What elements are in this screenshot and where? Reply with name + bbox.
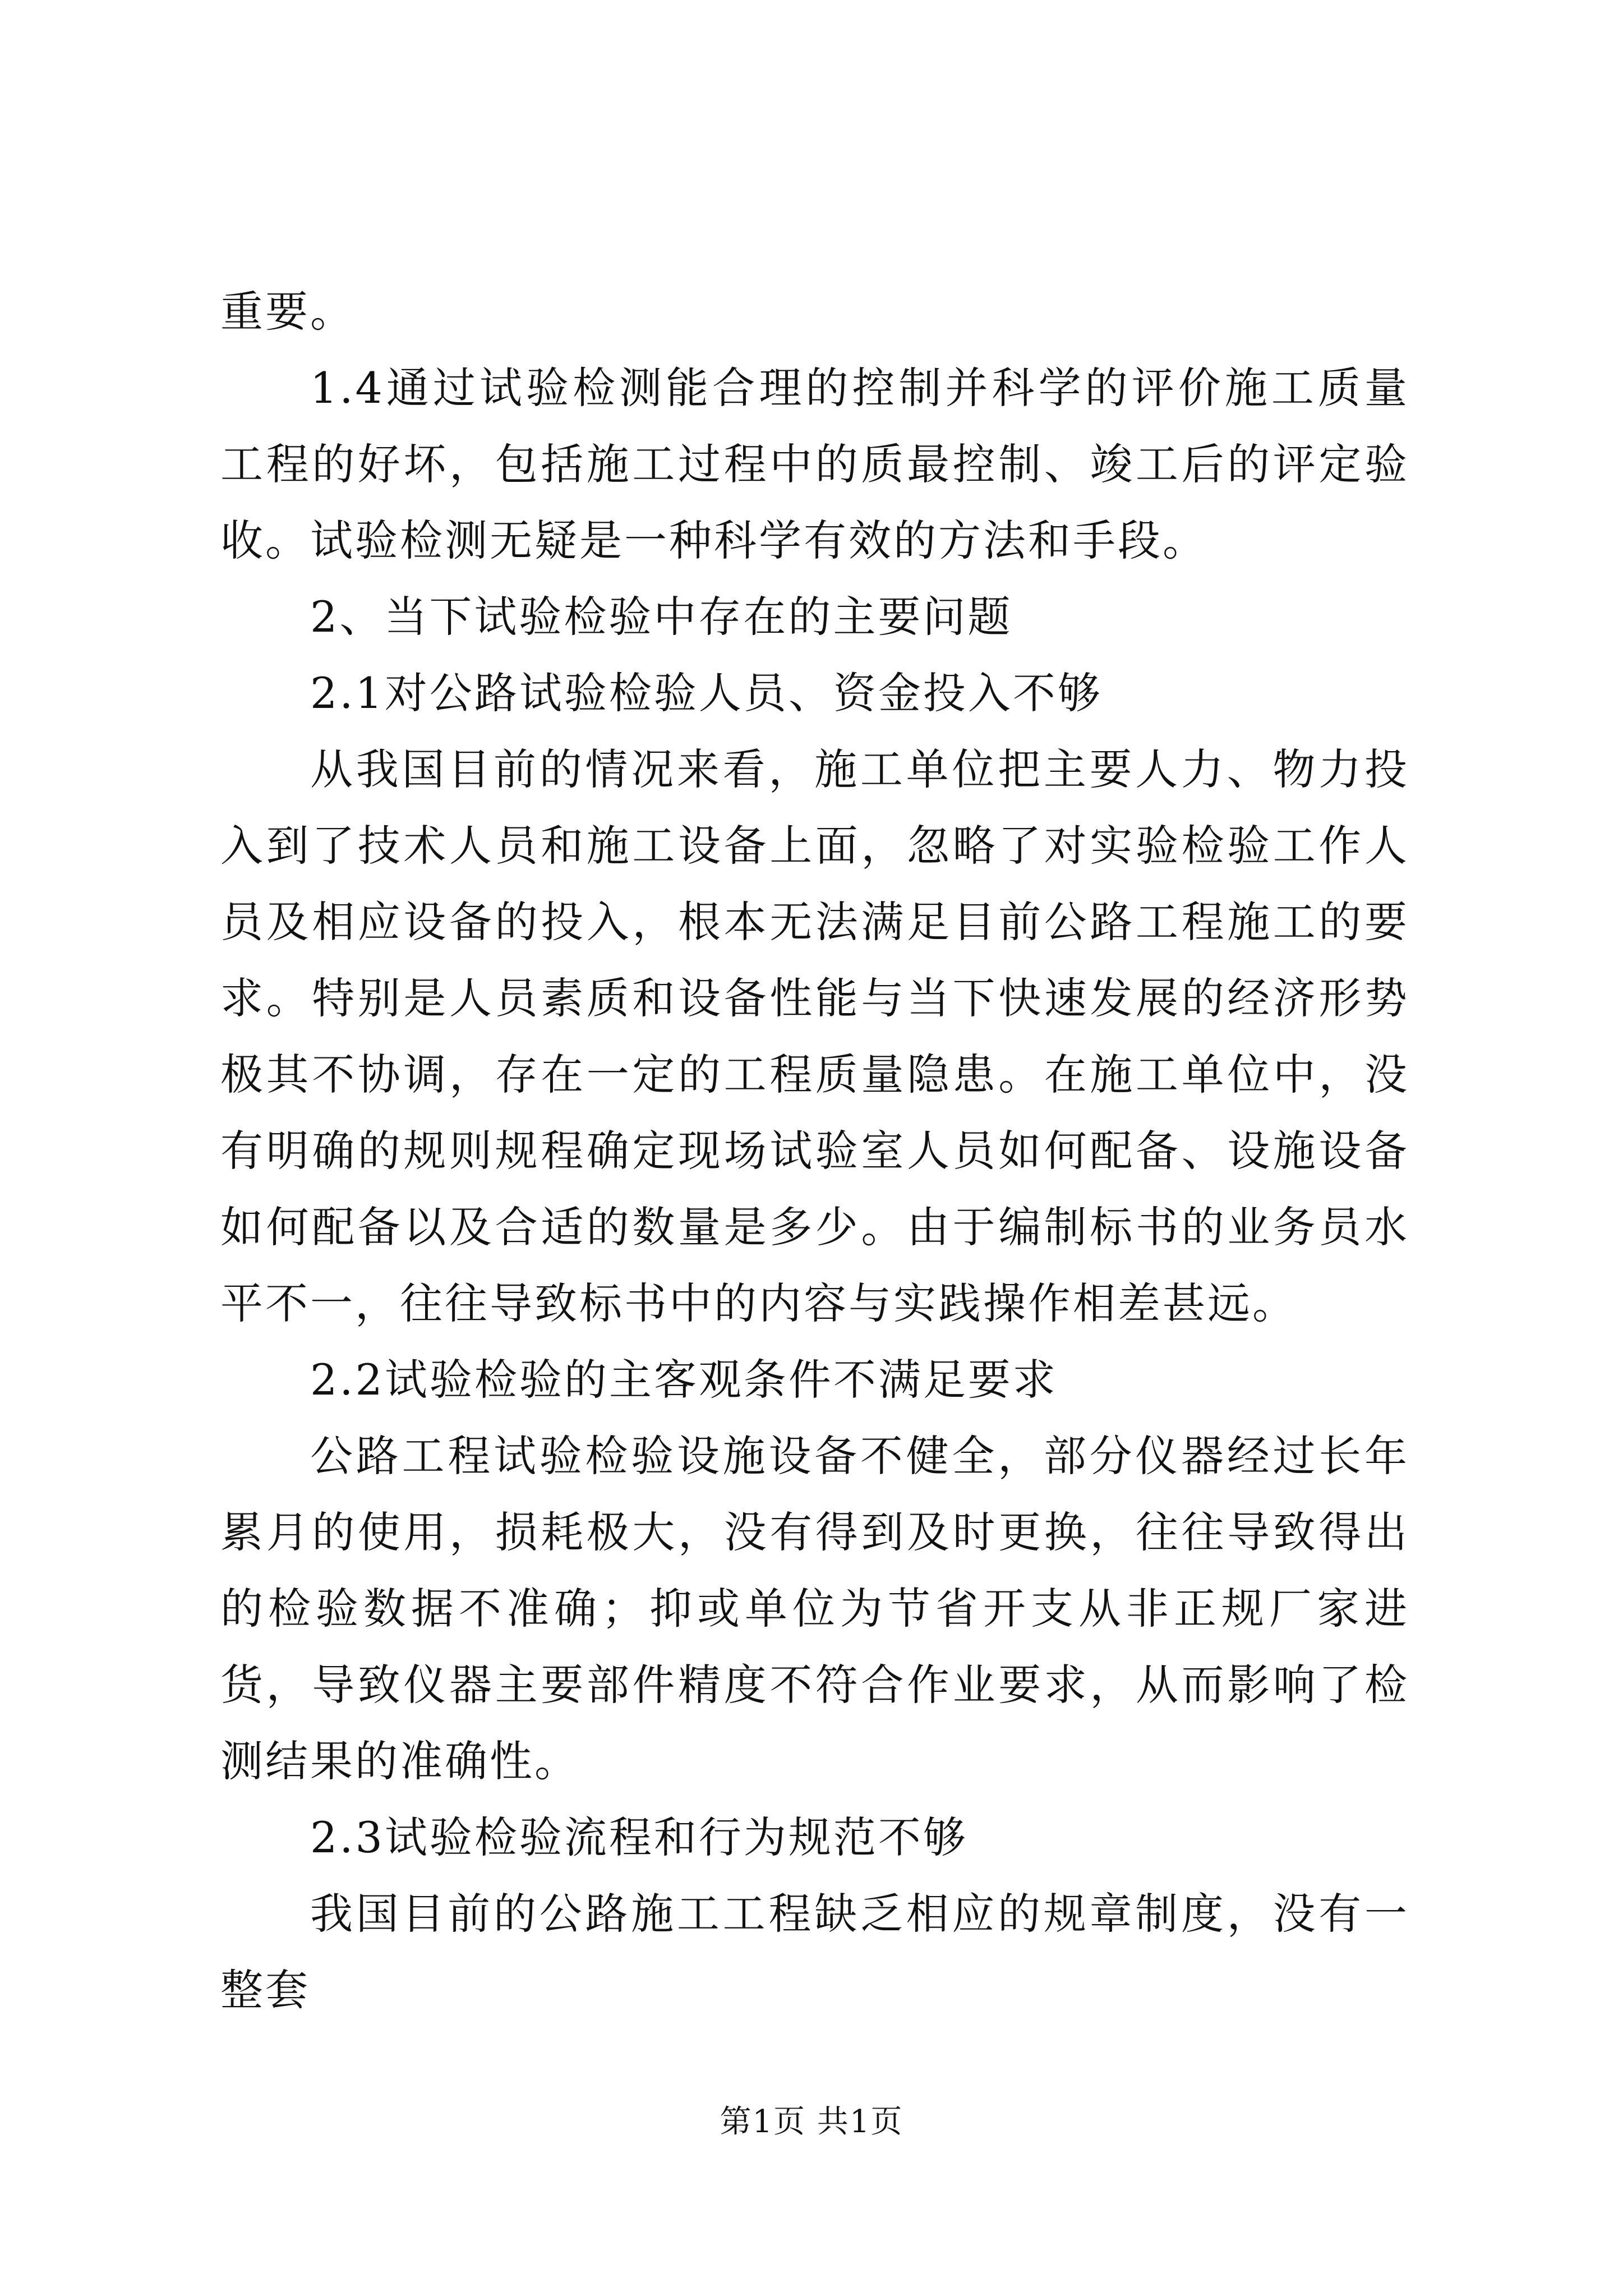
paragraph-2-1-body: 从我国目前的情况来看，施工单位把主要人力、物力投入到了技术人员和施工设备上面，忽略了对实验检验工作人员及相应设备的投入，根本无法满足目前公路工程施工的要求。特别是人员素质和设备性能与当下快速发展的经济形势极其不协调，存在一定的工程质量隐患。在施工单位中，没有明确的规则规程确定现场试验室人员如何配备、设施设备如何配备以及合适的数量是多少。由于编制标书的业务员水平不一，往往导致标书中的内容与实践操作相差甚远。 — [220, 744, 1409, 1328]
subheading-2-2: 2.2试验检验的主客观条件不满足要求 — [310, 1355, 1058, 1405]
paragraph-continuation: 重要。 — [220, 287, 355, 337]
subheading-2-3: 2.3试验检验流程和行为规范不够 — [310, 1812, 968, 1862]
paragraph-2-2-body: 公路工程试验检验设施设备不健全，部分仪器经过长年累月的使用，损耗极大，没有得到及时更换，往往导致得出的检验数据不准确；抑或单位为节省开支从非正规厂家进货，导致仪器主要部件精度不符合作业要求，从而影响了检测结果的准确性。 — [220, 1431, 1409, 1786]
paragraph-1-4: 1.4通过试验检测能合理的控制并科学的评价施工质量工程的好坏，包括施工过程中的质最控制、竣工后的评定验收。试验检测无疑是一种科学有效的方法和手段。 — [220, 363, 1409, 565]
subheading-2-1: 2.1对公路试验检验人员、资金投入不够 — [310, 668, 1103, 718]
section-heading-2: 2、当下试验检验中存在的主要问题 — [310, 592, 1013, 642]
document-body — [220, 274, 1409, 2028]
page-footer — [0, 2102, 1623, 2142]
paragraph-2-3-body: 我国目前的公路施工工程缺乏相应的规章制度，没有一整套 — [220, 1889, 1409, 2015]
page-number-label: 第1页 共1页 — [720, 2104, 903, 2140]
